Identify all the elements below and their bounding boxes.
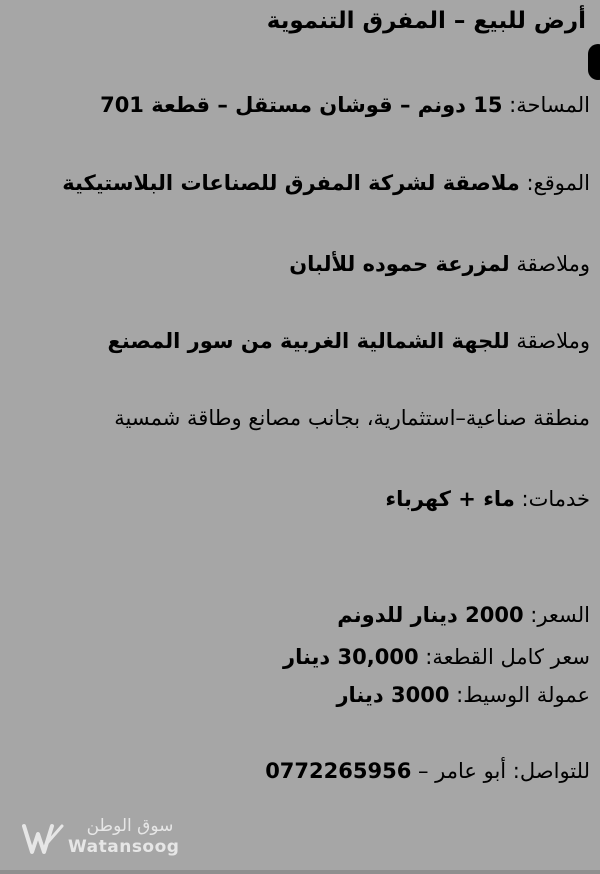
area-label: المساحة:: [502, 93, 590, 117]
location-label: الموقع:: [519, 171, 590, 195]
commission-row: [10, 680, 590, 710]
adjacent-label-2: وملاصقة: [509, 252, 590, 276]
price-row: [10, 600, 590, 630]
adjacent-label-3: وملاصقة: [509, 329, 590, 353]
adjacent-value-2: لمزرعة حموده للألبان: [289, 252, 510, 276]
services-row: [10, 484, 590, 514]
contact-row: [10, 756, 590, 786]
adjacent-row-2: [10, 249, 590, 279]
commission-value: 3000 دينار: [336, 683, 450, 707]
bottom-strip: [0, 870, 600, 874]
contact-label: للتواصل: أبو عامر –: [411, 759, 590, 783]
total-label: سعر كامل القطعة:: [418, 645, 590, 669]
adjacent-row-3: [10, 326, 590, 356]
price-value: 2000 دينار للدونم: [337, 603, 524, 627]
area-row: [10, 90, 590, 120]
listing-title: أرض للبيع – المفرق التنموية: [266, 8, 586, 34]
total-value: 30,000 دينار: [282, 645, 419, 669]
edge-mark: [588, 44, 600, 80]
watermark-english: Watansoog: [68, 837, 180, 857]
adjacent-value-3: للجهة الشمالية الغربية من سور المصنع: [107, 329, 510, 353]
services-value: ماء + كهرباء: [385, 487, 515, 511]
contact-phone[interactable]: 0772265956: [265, 759, 412, 783]
services-label: خدمات:: [514, 487, 590, 511]
zone-text: منطقة صناعية–استثمارية، بجانب مصانع وطاقة شمسية: [114, 406, 590, 430]
watansoog-logo-icon: [22, 820, 64, 856]
area-value: 15 دونم – قوشان مستقل – قطعة 701: [100, 93, 503, 117]
location-value: ملاصقة لشركة المفرق للصناعات البلاستيكية: [62, 171, 520, 195]
commission-label: عمولة الوسيط:: [449, 683, 590, 707]
price-label: السعر:: [523, 603, 590, 627]
watermark-arabic: سوق الوطن: [86, 816, 174, 836]
total-row: [10, 642, 590, 672]
watermark: [22, 816, 192, 860]
location-row: [10, 168, 590, 198]
